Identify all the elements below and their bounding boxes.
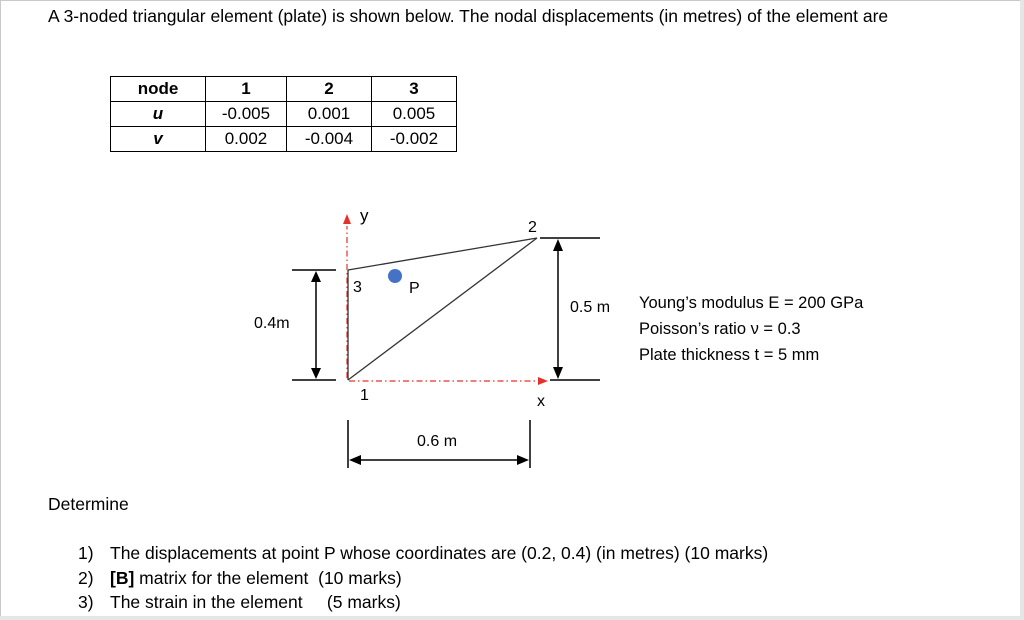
question-item: [78, 541, 768, 566]
table-header-cell: node: [111, 77, 206, 102]
question-number: 2): [78, 567, 94, 588]
y-axis-label: y: [360, 206, 369, 225]
table-cell: 0.001: [287, 102, 372, 127]
question-item: [78, 590, 768, 615]
row-label-v: v: [111, 127, 206, 152]
row-label-u: u: [111, 102, 206, 127]
table-cell: 0.005: [372, 102, 457, 127]
plate-thickness: Plate thickness t = 5 mm: [639, 346, 820, 364]
dim-left-label: 0.4m: [254, 315, 290, 332]
table-header-cell: 2: [287, 77, 372, 102]
node-1-label: 1: [360, 387, 369, 404]
dim-bottom-arrow-right: [517, 455, 529, 465]
dim-bottom-arrow-left: [349, 455, 361, 465]
dim-right-arrow-up: [553, 239, 563, 251]
point-p-marker: [388, 269, 402, 283]
table-cell: -0.005: [206, 102, 287, 127]
dim-left-arrow-down: [311, 368, 321, 379]
table-cell: 0.002: [206, 127, 287, 152]
triangle-edge-3-2: [348, 238, 537, 270]
table-cell: -0.002: [372, 127, 457, 152]
dim-right-label: 0.5 m: [570, 299, 611, 316]
node-2-label: 2: [528, 219, 537, 236]
table-cell: -0.004: [287, 127, 372, 152]
node-3-label: 3: [353, 279, 362, 296]
b-matrix-symbol: [B]: [110, 567, 135, 588]
question-number: 1): [78, 543, 94, 563]
table-header-cell: 1: [206, 77, 287, 102]
dim-left-arrow-up: [311, 271, 321, 282]
triangle-edge-1-2: [348, 238, 537, 380]
point-p-label: P: [409, 280, 420, 297]
table-header-cell: 3: [372, 77, 457, 102]
question-list: [78, 541, 768, 615]
x-axis-label: x: [537, 393, 545, 410]
youngs-modulus: Young’s modulus E = 200 GPa: [639, 294, 864, 312]
problem-intro: A 3-noded triangular element (plate) is shown below. The nodal displacements (in metres) of the element are: [48, 6, 889, 26]
determine-heading: Determine: [48, 494, 129, 514]
question-text: matrix for the element (10 marks): [134, 567, 402, 588]
question-text: The strain in the element (5 marks): [110, 592, 401, 612]
material-properties: [639, 290, 863, 368]
question-text: The displacements at point P whose coordinates are (0.2, 0.4) (in metres) (10 marks): [110, 543, 769, 563]
y-axis-arrowhead: [343, 214, 351, 224]
question-number: 3): [78, 592, 94, 612]
dim-bottom-label: 0.6 m: [417, 433, 458, 450]
question-item: [78, 566, 768, 591]
x-axis-arrowhead: [538, 377, 548, 385]
dim-right-arrow-down: [553, 367, 563, 379]
poissons-ratio: Poisson’s ratio ν = 0.3: [639, 320, 801, 338]
